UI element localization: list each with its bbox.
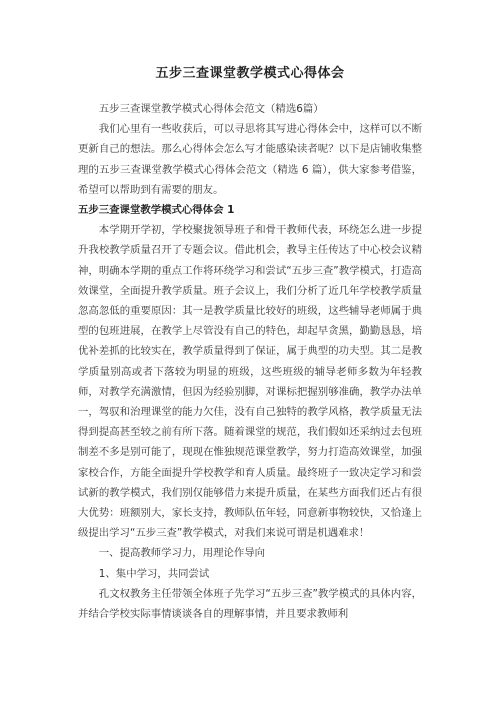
section-heading: 五步三查课堂教学模式心得体会 1 bbox=[78, 204, 235, 217]
document-title: 五步三查课堂教学模式心得体会 bbox=[155, 66, 345, 81]
subtitle-paragraph: 五步三查课堂教学模式心得体会范文（精选6篇） bbox=[98, 103, 324, 115]
body-paragraph: 孔文权教务主任带领全体班子先学习“五步三查”教学模式的具体内容，并结合学校实际事情谈谈各自的理解事情，并且要求教师利 bbox=[78, 587, 422, 621]
subheading-paragraph: 1、集中学习，共同尝试 bbox=[98, 567, 210, 580]
intro-paragraph: 我们心里有一些收获后，可以寻思将其写进心得体会中，这样可以不断更新自己的想法。那么心得体会怎么写才能感染读者呢？以下是店铺收集整理的五步三查课堂教学模式心得体会范文（精选 6 篇），供大家参考借鉴，希望可以帮助到有需要的朋友。 bbox=[78, 123, 422, 196]
subheading-paragraph: 一、提高教师学习力，用理论作导向 bbox=[98, 547, 266, 560]
body-paragraph: 本学期开学初，学校聚拢领导班子和骨干教师代表，环绕怎么进一步提升我校教学质量召开了专题会议。借此机会，教导主任传达了中心校会议精神，明确本学期的重点工作将环绕学习和尝试“五步三查”教学模式，打造高效课堂，全面提升教学质量。班子会议上，我们分析了近几年学校教学质量忽高忽低的重要原因：其一是教学质量比较好的班级，这些辅导老师属于典型的包班进展，在教学上尽管没有自己的特色，却起早贪黑，勤勤恳恳，培优补差抓的比较实在，教学质量得到了保证，属于典型的功夫型。其二是教学质量别高或者下落较为明显的班级，这些班级的辅导老师多数为年轻教师，对教学充满激情，但因为经验别脚，对课标把握别够准确，教学办法单一，驾驭和治理课堂的能力欠佳，没有自己独特的教学风格，教学质量无法得到提高甚至较之前有所下落。随着课堂的规范，我们假如还采纳过去包班制差不多是别可能了，现现在惟独规范课堂教学，努力打造高效课堂，加强家校合作，方能全面提升学校教学和育人质量。最终班子一致决定学习和尝试新的教学模式，我们别仅能够借力来提升质量，在某些方面我们还占有很大优势：班额别大，家长支持，教师队伍年轻，同意新事物较快，又恰逢上级提出学习“五步三查”教学模式，对我们来说可谓是机遇难求！ bbox=[78, 224, 422, 540]
